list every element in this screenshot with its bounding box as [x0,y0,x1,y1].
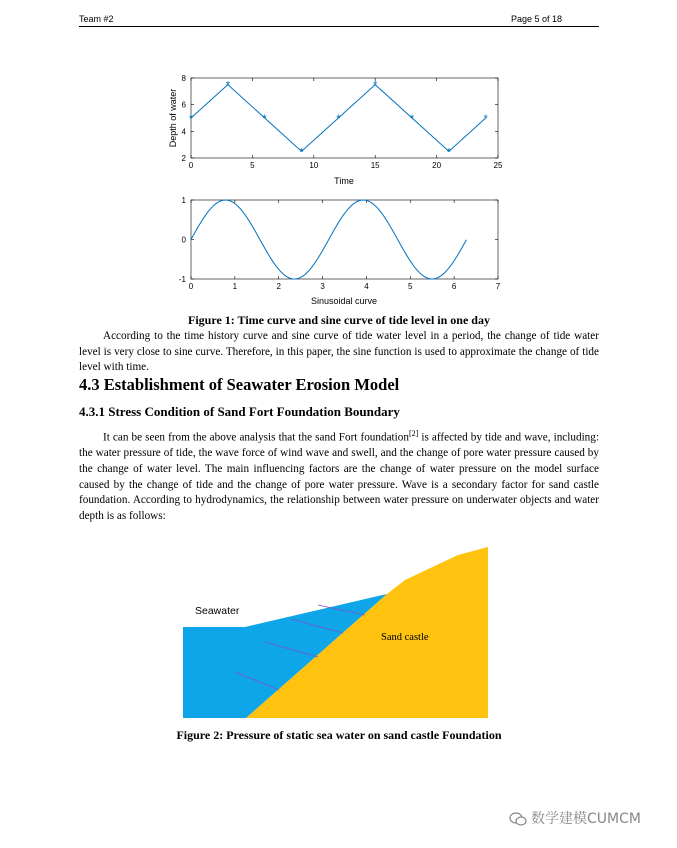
x-tick-label: 6 [451,282,457,291]
y-tick-label: 8 [181,74,186,83]
sine-curve-chart [160,188,510,310]
x-tick-label: 3 [320,282,325,291]
data-point-marker: * [446,146,452,159]
figure2-caption: Figure 2: Pressure of static sea water on sand castle Foundation [176,728,502,742]
pressure-diagram [183,547,493,719]
y-tick-label: 6 [181,100,186,110]
plot-frame [191,200,498,279]
paragraph-stress-end: is affected by tide and wave, including: the water pressure of tide, the wave force of wind wave and swell, and the change of pore water pressure caused by the change of water level. The main influencing factors are the change of water pressure on the model surface caused by the change of tide and the change of pore water pressure. Wave is a secondary factor for sand castle foundation. According to hydrodynamics, the relationship between water pressure on underwater objects and water depth is as follows: [79,431,599,522]
x-tick-label: 1 [232,282,238,291]
citation-ref: [2] [408,429,419,438]
team-label: Team #2 [79,14,114,24]
x-axis-label: Sinusoidal curve [310,296,378,306]
y-tick-label: -1 [178,275,186,284]
data-point-marker: * [225,79,230,92]
x-tick-label: 5 [408,282,413,291]
paragraph-tide [79,329,599,376]
data-point-marker: * [483,113,488,125]
sandcastle-label: Sand castle [381,632,429,643]
x-tick-label: 0 [188,161,194,170]
page-number: Page 5 of 18 [510,14,562,24]
x-tick-label: 15 [370,161,380,170]
header-rule [79,26,599,27]
x-tick-label: 10 [309,161,319,170]
x-tick-label: 25 [493,161,503,170]
paragraph-stress [79,426,599,524]
figure1-caption: Figure 1: Time curve and sine curve of tide level in one day [188,313,490,327]
seawater-label: Seawater [195,605,240,617]
paragraph-stress-start: It can be seen from the above analysis that the sand Fort foundation [103,431,409,444]
data-point-marker: * [336,113,341,125]
x-tick-label: 7 [495,282,501,291]
wechat-icon [509,811,527,831]
x-tick-label: 2 [276,282,281,291]
x-tick-label: 5 [250,161,255,170]
watermark [509,808,641,831]
x-tick-label: 20 [432,161,442,170]
data-point-marker: * [409,113,415,125]
data-point-marker: * [188,113,194,125]
y-axis-label: Depth of water [168,88,178,148]
y-tick-label: 2 [181,154,186,163]
data-point-marker: * [373,79,378,92]
y-tick-label: 1 [181,196,186,205]
plot-frame [188,78,498,158]
paragraph-tide-text: According to the time history curve and sine curve of tide water level in a period, the change of tide water level is very close to sine curve. Therefore, in this paper, the sine function is used to approximate the change of tide level with time. [79,330,599,374]
x-tick-label: 4 [364,282,369,291]
y-tick-label: 0 [181,235,186,245]
y-tick-label: 4 [181,127,186,137]
sine-series [191,200,466,279]
data-point-marker: * [262,113,267,125]
x-tick-label: 0 [188,282,194,291]
x-axis-label: Time [334,176,354,186]
subsection-title: 4.3.1 Stress Condition of Sand Fort Foundation Boundary [79,404,400,419]
watermark-text: 数学建模CUMCM [531,811,641,827]
tide-time-chart [160,66,510,188]
section-title: 4.3 Establishment of Seawater Erosion Model [79,375,400,394]
data-point-marker: * [299,146,304,159]
